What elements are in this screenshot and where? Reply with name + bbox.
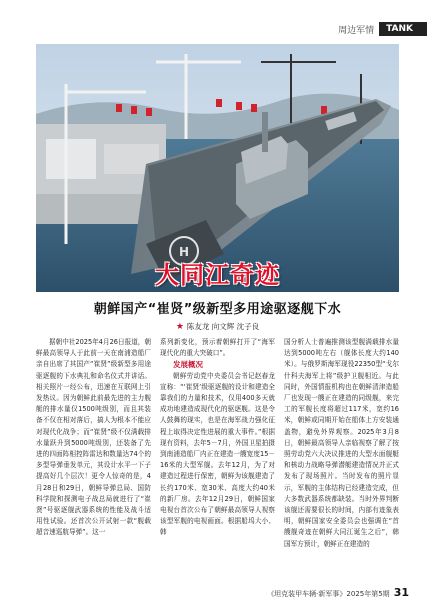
- article-body: [36, 337, 399, 577]
- page-number: 31: [393, 586, 409, 599]
- section-label: 周边军情: [338, 25, 375, 36]
- paragraph: 据朝中社2025年4月26日报道，朝鲜最高领导人于此前一天在南浦造船厂亲自出席了其国产“崔贤”级新型多用途驱逐舰的下水典礼和命名仪式并讲话。相关照片一经公布，迅速在互联网上引发热议。因为朝鲜此前最先进的主力舰艇的排水量仅1500吨级别，而且其装备不仅在相对落后，搞人为根本不能应对现代化战争；而“崔贤”级不仅满载排水量跃升到5000吨级别，还装备了先进的四面阵相控阵雷达和数量达74个的多型导弹垂发单元，其设计水平一下子提高好几个层次！更令人惊奇的是，4月28日和29日，朝鲜导弹总局、国防科学院和探测电子战总局就进行了“崔贤”号驱逐舰武器系统的性能及战斗适用性试验。还首次公开试射一款“舰载超音速巡航导弹”。这一: [36, 338, 151, 537]
- page-footer: [0, 586, 409, 599]
- magazine-tag: TANK: [379, 22, 427, 36]
- byline: [36, 321, 399, 332]
- hero-photo: [36, 44, 399, 292]
- authors: 陈友龙 向文辉 沈子良: [186, 322, 260, 331]
- paragraph: 朝鲜劳动党中央委员会书记赵春龙宣称：“‘崔贤’级驱逐舰的设计和建造全靠我们的力量和技术，仅用400多天就成功地建造成现代化的驱逐舰。这是令人鼓舞的现实，也是在海军战力强化征程上取得决定性进展的重大事件。”根据现有资料，去年5－7月，外国卫星拍摄到南浦造船厂内正在建造一艘宽度15－16米的大型军舰。去年12月，为了对建造过程进行保密，朝鲜为该舰建造了长约170米、宽30米、高度大约40米的新厂房。去年12月29日，朝鲜国家电视台首次公布了朝鲜最高领导人视察该型军舰的电视画面。根据船坞大小、韩: [160, 371, 275, 537]
- footer-magazine: 《坦克装甲车辆·新军事》2025年第5期: [267, 590, 390, 598]
- section-header: [338, 20, 427, 38]
- section-subheading: 发展概况: [173, 360, 203, 370]
- paragraph: 国分析人士普遍推测该型舰满载排水量达到5000吨左右（舰体长度大约140米）。与俄罗斯海军现役22350型“戈尔什科夫海军上将”级护卫舰相近。与此同时，外国情报机构也在朝鲜清津造船厂也发现一艘正在建造的同级舰，来完工的军舰长度将超过117米，宽约16米，朝鲜或同期开始在船体上方安装通盖物，避免外界观察。2025年3月8日，朝鲜最高领导人亲临视察了解了按照劳动党六大决议推进的大型水面舰艇和核动力战略导弹潜艇建造情况并正式发布了现场照片。当时发布的照片显示，军舰的主体结构已经建造完成，但大多数武器系统都缺装。当时外界判断该舰还需要很长的时间，内部有迹象表明，朝鲜国家安全委员会也强调在“首艘舰奇迹在朝鲜大同江诞生之后”，韩国军方预计，朝鲜正在建造的: [284, 338, 399, 548]
- article-headline: 朝鲜国产“崔贤”级新型多用途驱逐舰下水: [93, 302, 342, 317]
- svg-text:H: H: [178, 245, 190, 259]
- star-icon: ★: [175, 322, 184, 332]
- column-1: [36, 337, 151, 577]
- column-3: [284, 337, 399, 577]
- paragraph: 系列新变化，预示着朝鲜打开了“海军现代化的重大突破口”。: [160, 338, 275, 358]
- column-2: [160, 337, 275, 577]
- hero-overlay-title: 大同江奇迹: [155, 260, 280, 289]
